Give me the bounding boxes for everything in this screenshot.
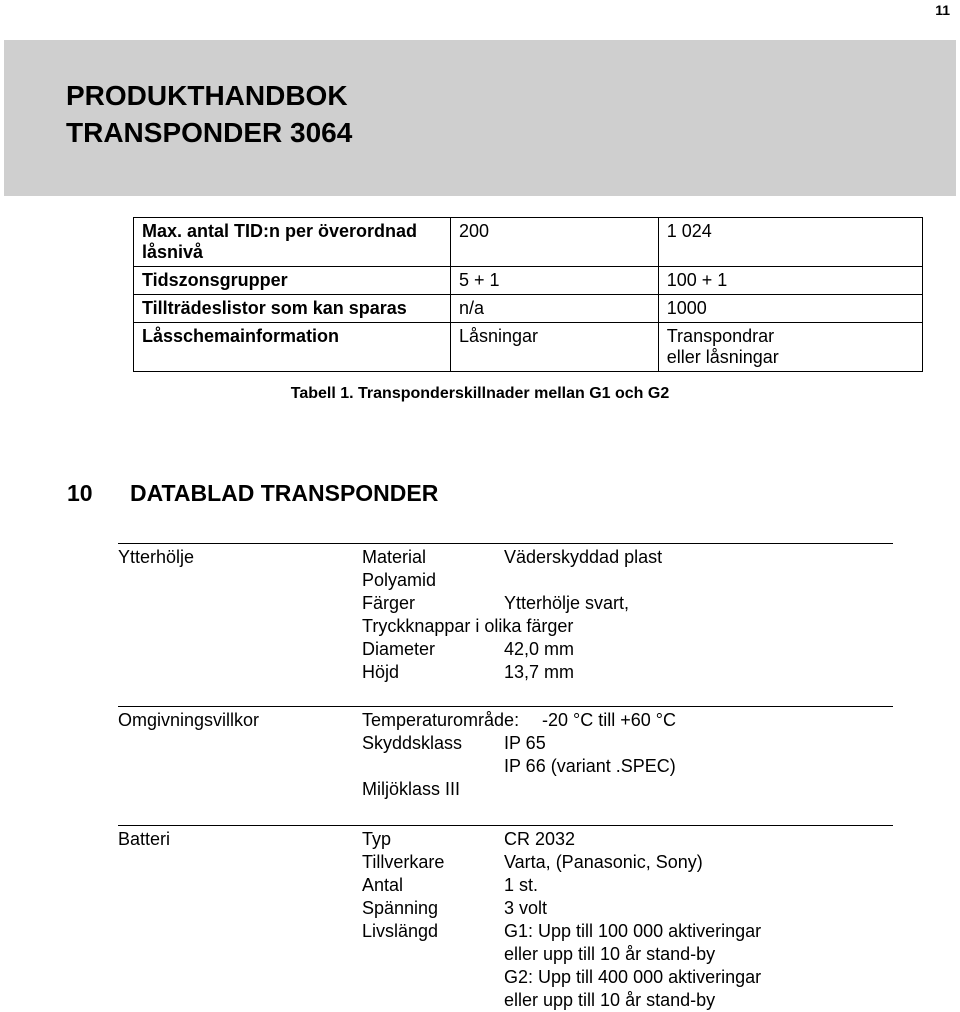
page-number: 11: [935, 2, 950, 18]
table-cell-g1: n/a: [450, 295, 658, 323]
spec-key: Spänning: [362, 898, 439, 918]
spec-key: Temperaturområde:: [362, 710, 520, 730]
spec-key: Diameter: [362, 639, 436, 659]
spec-key: Typ: [362, 829, 392, 849]
spec-value: Ytterhölje svart,: [504, 593, 630, 613]
header-band: [4, 40, 956, 196]
page-title-line-1: PRODUKTHANDBOK: [66, 80, 348, 111]
spec-block-omgivningsvillkor: [118, 706, 893, 822]
table-row: [134, 218, 923, 267]
spec-key: Miljöklass III: [362, 779, 461, 799]
table-cell-g1: Låsningar: [450, 323, 658, 372]
table-cell-label: Max. antal TID:n per överordnad låsnivå: [134, 218, 451, 267]
section-title: DATABLAD TRANSPONDER: [130, 480, 439, 506]
spec-category: Omgivningsvillkor: [118, 710, 260, 730]
spec-key: Höjd: [362, 662, 400, 682]
spec-block-batteri: [118, 825, 893, 1011]
page-title-line-2: TRANSPONDER 3064: [66, 117, 353, 148]
spec-value: 13,7 mm: [504, 662, 575, 682]
spec-key: Tillverkare: [362, 852, 445, 872]
spec-value-continued: Polyamid: [362, 570, 437, 590]
spec-value-continued: Tryckknappar i olika färger: [362, 616, 574, 636]
table-cell-label: Låsschemainformation: [134, 323, 451, 372]
table-cell-g1: 200: [450, 218, 658, 267]
spec-key: Antal: [362, 875, 404, 895]
table-cell-g2: 100 + 1: [658, 267, 922, 295]
spec-key: Material: [362, 547, 427, 567]
spec-value: -20 °C till +60 °C: [542, 710, 676, 730]
table-cell-label: Tidszonsgrupper: [134, 267, 451, 295]
spec-key: Färger: [362, 593, 416, 613]
spec-value: 42,0 mm: [504, 639, 575, 659]
table-cell-g2: 1 024: [658, 218, 922, 267]
transponder-differences-table: [133, 217, 923, 372]
spec-value: IP 65: [504, 733, 546, 753]
table-cell-g2: [658, 323, 922, 372]
spec-key: Livslängd: [362, 921, 439, 941]
spec-value: 1 st.: [504, 875, 539, 895]
spec-block-ytterholje: [118, 543, 893, 704]
spec-value: Väderskyddad plast: [504, 547, 663, 567]
spec-value: eller upp till 10 år stand-by: [504, 990, 716, 1010]
table-cell-g1: 5 + 1: [450, 267, 658, 295]
spec-value: G1: Upp till 100 000 aktiveringar: [504, 921, 762, 941]
table-row: [134, 267, 923, 295]
spec-category: Batteri: [118, 829, 171, 849]
table-cell-label: Tillträdeslistor som kan sparas: [134, 295, 451, 323]
table-cell-g2-line-2: eller låsningar: [666, 347, 779, 367]
spec-value: 3 volt: [504, 898, 548, 918]
table-row: [134, 295, 923, 323]
table-caption: Tabell 1. Transponderskillnader mellan G1 och G2: [290, 385, 670, 402]
spec-value: G2: Upp till 400 000 aktiveringar: [504, 967, 762, 987]
spec-value: CR 2032: [504, 829, 576, 849]
section-heading: [67, 480, 438, 507]
spec-value: IP 66 (variant .SPEC): [504, 756, 676, 776]
page-title: [66, 77, 352, 151]
spec-value: Varta, (Panasonic, Sony): [504, 852, 703, 872]
section-number: 10: [67, 480, 93, 506]
spec-category: Ytterhölje: [118, 547, 195, 567]
table-row: [134, 323, 923, 372]
table-cell-g2-line-1: Transpondrar: [666, 326, 775, 346]
table-cell-g2: 1000: [658, 295, 922, 323]
spec-value: eller upp till 10 år stand-by: [504, 944, 716, 964]
spec-key: Skyddsklass: [362, 733, 463, 753]
